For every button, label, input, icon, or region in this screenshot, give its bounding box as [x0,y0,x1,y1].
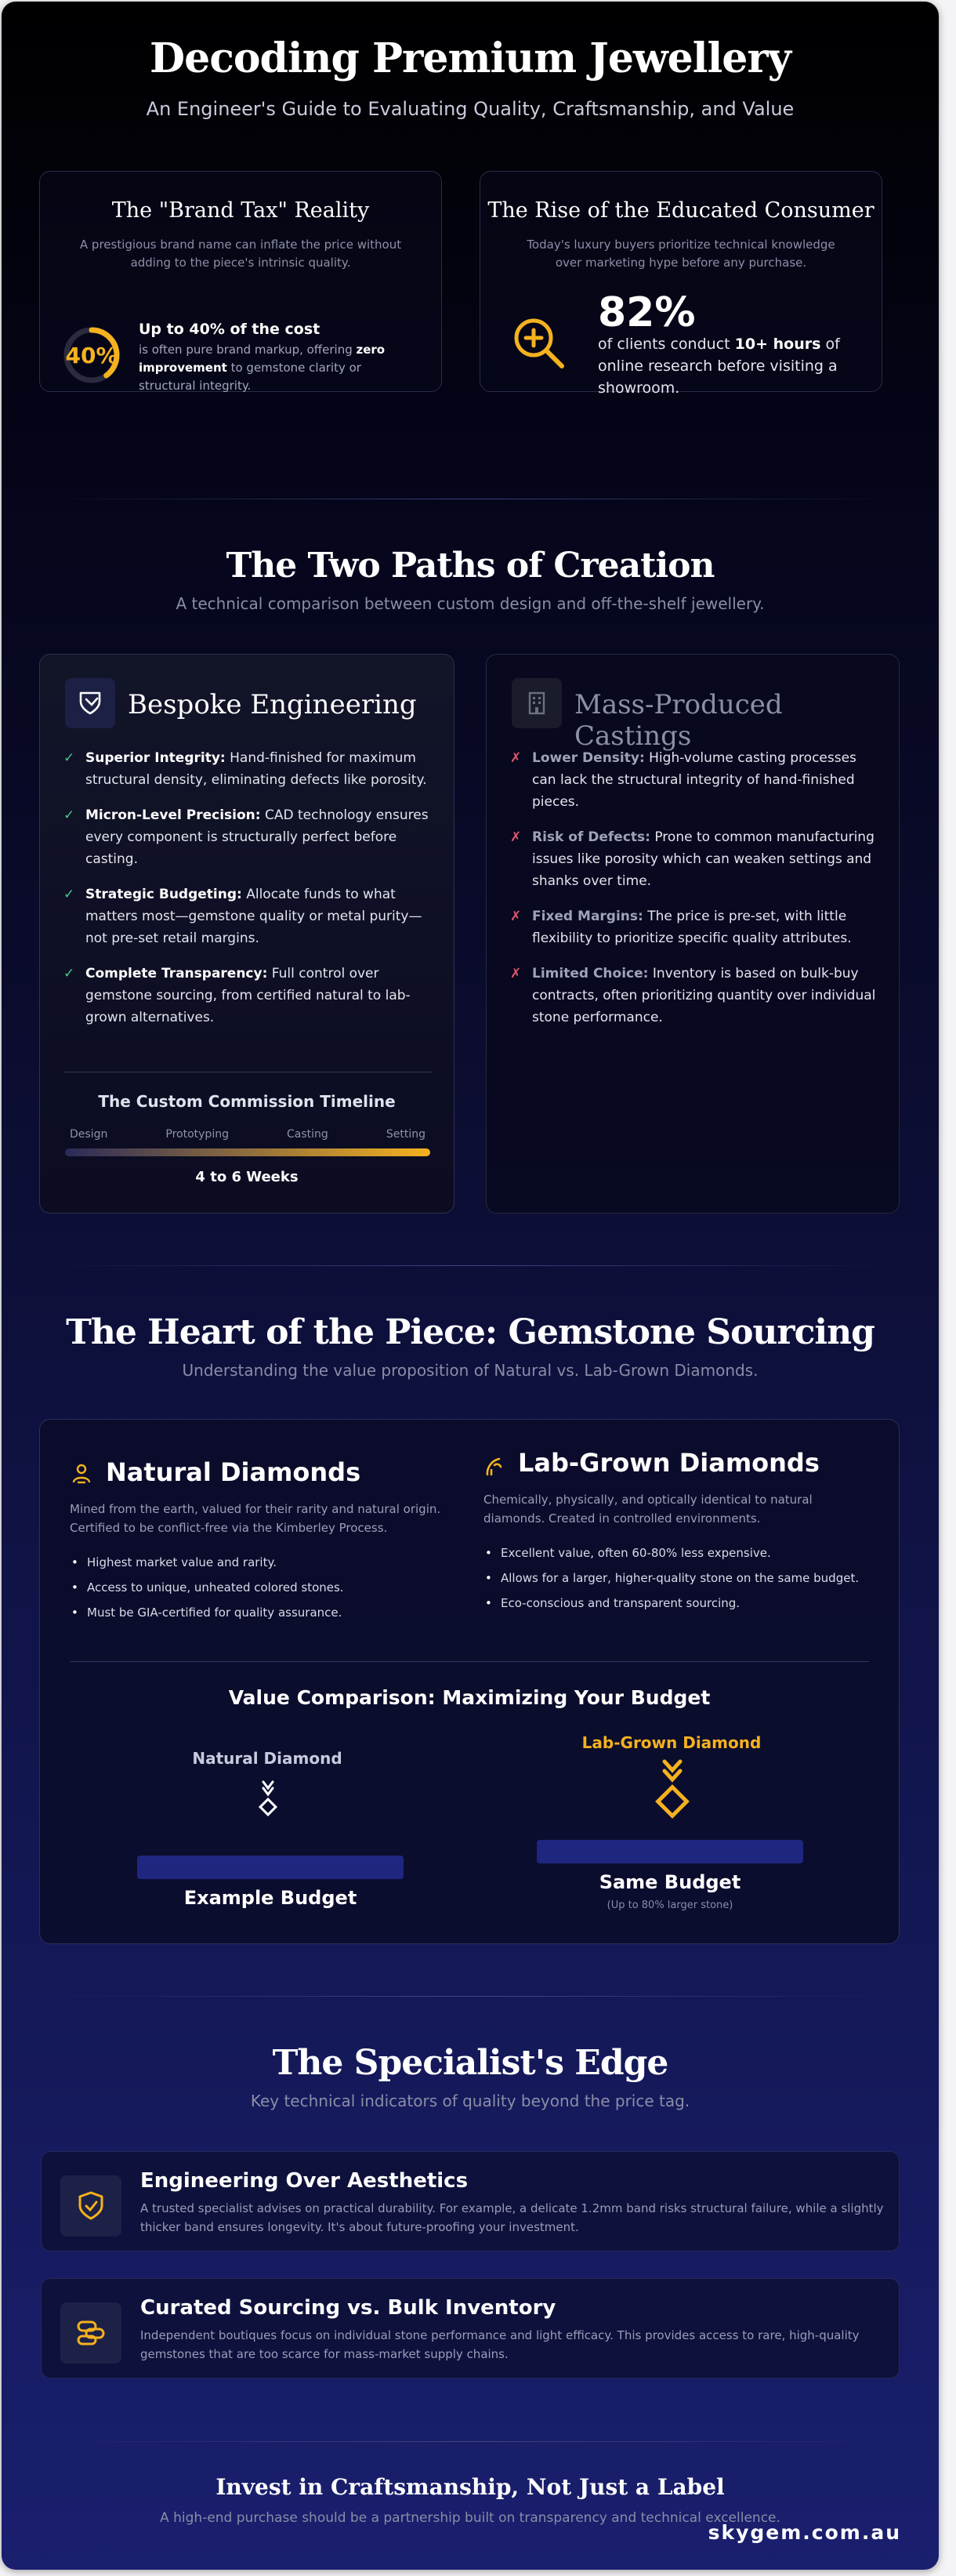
brand-tax-desc: A prestigious brand name can inflate the price without adding to the piece's intrinsic quality. [79,238,402,270]
cross-icon: ✗ [510,750,522,766]
gemstones-subtitle: Understanding the value proposition of Natural vs. Lab-Grown Diamonds. [182,1361,759,1380]
mass-list [510,747,878,1042]
educated-stat: 82% [598,289,696,336]
mass-produced-card [486,654,900,1214]
educated-body-bold: 10+ hours [734,336,821,353]
timeline-step: Prototyping [165,1128,229,1141]
natural-budget-bar [137,1856,404,1879]
lab-list [483,1544,875,1619]
magnifier-plus-icon [509,313,571,376]
bespoke-card [39,654,454,1214]
brand-tax-body-text-1: is often pure brand markup, offering [139,343,357,357]
natural-compare-label: Natural Diamond [192,1749,342,1768]
item-label: Superior Integrity: [85,750,226,766]
specialist-title: The Specialist's Edge [272,2043,668,2083]
timeline-step: Design [70,1128,108,1141]
lab-desc: Chemically, physically, and optically identical to natural diamonds. Created in controlled environments. [483,1493,813,1526]
check-icon: ✓ [63,807,75,823]
timeline-steps [70,1128,425,1141]
footer-title: Invest in Craftsmanship, Not Just a Label [215,2474,725,2500]
paths-title: The Two Paths of Creation [226,546,715,586]
item-text: Hand-finished for maximum structural density, eliminating defects like porosity. [85,750,427,788]
list-item: • Allows for a larger, higher-quality stone on the same budget. [483,1569,875,1587]
list-item: • Highest market value and rarity. [70,1553,454,1572]
item-label: Micron-Level Precision: [85,807,261,823]
list-item: • Eco-conscious and transparent sourcing. [483,1594,875,1613]
lab-budget-bar [537,1840,803,1863]
specialist-item-desc: Independent boutiques focus on individual stone performance and light efficacy. This provides access to rare, high-quality gemstones that are too scarce for mass-market supply chains. [140,2328,860,2361]
mining-icon [70,1462,93,1486]
specialist-item-sourcing [41,2278,900,2378]
natural-title: Natural Diamonds [106,1457,361,1487]
shield-gem-icon [65,678,115,728]
list-item [510,826,878,892]
comparison-divider [70,1661,869,1662]
list-item [63,963,432,1029]
divider [41,2441,900,2442]
timeline-bar [65,1148,430,1156]
list-item [63,804,432,870]
item-label: Complete Transparency: [85,966,268,981]
small-diamond-icon [255,1780,281,1824]
list-item [510,747,878,813]
page-title: Decoding Premium Jewellery [150,34,791,82]
list-item [63,883,432,949]
brand-tax-body-text-2: to gemstone clarity or structural integrity. [139,361,361,393]
brand-tax-body-bold: zero improvement [139,343,386,375]
specialist-item-title: Curated Sourcing vs. Bulk Inventory [140,2296,556,2320]
building-icon [512,678,562,728]
gemstones-card [39,1419,900,1944]
item-label: Lower Density: [532,750,645,766]
list-item: • Access to unique, unheated colored stones. [70,1578,454,1597]
page-subtitle: An Engineer's Guide to Evaluating Quality, Craftsmanship, and Value [146,98,795,120]
specialist-item-engineering [41,2151,900,2251]
bespoke-title: Bespoke Engineering [128,689,417,720]
specialist-subtitle: Key technical indicators of quality beyond the price tag. [250,2092,690,2110]
check-icon: ✓ [63,750,75,766]
lab-compare-caption: Same Budget [599,1871,741,1893]
check-icon: ✓ [63,966,75,981]
natural-desc: Mined from the earth, valued for their rarity and natural origin. Certified to be conflict-free via the Kimberley Process. [70,1502,441,1535]
item-text: Prone to common manufacturing issues like porosity which can weaken settings and shanks over time. [532,829,875,889]
flask-icon [483,1454,505,1478]
footer-brand[interactable]: skygem.com.au [708,2521,901,2544]
cross-icon: ✗ [510,829,522,845]
divider [41,1265,900,1266]
markup-ring-chart [62,325,121,385]
item-text: CAD technology ensures every component is structurally perfect before casting. [85,807,429,867]
item-text: High-volume casting processes can lack the structural integrity of hand-finished pieces. [532,750,856,810]
bespoke-list [63,747,432,1042]
check-icon: ✓ [63,887,75,902]
lab-title: Lab-Grown Diamonds [518,1448,820,1478]
brand-tax-body [139,341,413,395]
educated-body-text-2: of online research before visiting a showroom. [598,336,840,397]
item-text: Allocate funds to what matters most—gemstone quality or metal purity—not pre-set retail margins. [85,887,422,946]
educated-body-text-1: of clients conduct [598,336,735,353]
list-item: • Must be GIA-certified for quality assurance. [70,1603,454,1622]
natural-compare-caption: Example Budget [183,1887,357,1909]
footer-subtitle: A high-end purchase should be a partnership built on transparency and technical excellence. [160,2510,780,2526]
item-text: The price is pre-set, with little flexibility to prioritize specific quality attributes. [532,909,852,946]
brand-tax-title: The "Brand Tax" Reality [111,198,370,223]
educated-body [598,333,856,399]
brand-tax-headline: Up to 40% of the cost [139,321,320,338]
educated-consumer-card [480,171,882,397]
cross-icon: ✗ [510,909,522,924]
markup-ring-value: 40% [65,343,118,368]
educated-desc: Today's luxury buyers prioritize technical knowledge over marketing hype before any purchase. [527,238,835,270]
timeline-title: The Custom Commission Timeline [98,1092,396,1111]
large-diamond-icon [650,1758,695,1834]
list-item [510,905,878,949]
item-text: Full control over gemstone sourcing, from certified natural to lab-grown alternatives. [85,966,411,1025]
divider [41,1996,900,1997]
link-chain-icon [60,2302,121,2364]
comparison-title: Value Comparison: Maximizing Your Budget [228,1686,711,1709]
item-text: Inventory is based on bulk-buy contracts, often prioritizing quantity over individual stone performance. [532,966,876,1025]
item-label: Strategic Budgeting: [85,887,242,902]
natural-list [70,1553,454,1628]
specialist-item-desc: A trusted specialist advises on practical durability. For example, a delicate 1.2mm band risks structural failure, while a slightly thicker band ensures longevity. It's about future-proofing your investment. [140,2201,884,2234]
list-item [510,963,878,1029]
item-label: Limited Choice: [532,966,649,981]
lab-compare-label: Lab-Grown Diamond [581,1733,762,1752]
mass-title: Mass-Produced Castings [574,689,783,752]
list-item: • Excellent value, often 60-80% less expensive. [483,1544,875,1562]
timeline-step: Casting [287,1128,328,1141]
infographic-page [2,2,939,2570]
educated-title: The Rise of the Educated Consumer [487,198,875,223]
cross-icon: ✗ [510,966,522,981]
list-item [63,747,432,791]
item-label: Fixed Margins: [532,909,643,924]
gemstones-title: The Heart of the Piece: Gemstone Sourcing [66,1312,875,1352]
timeline-duration: 4 to 6 Weeks [195,1169,299,1185]
brand-tax-card [39,171,442,392]
item-label: Risk of Defects: [532,829,650,845]
lab-compare-note: (Up to 80% larger stone) [607,1899,733,1911]
shield-check-icon [60,2175,121,2237]
paths-subtitle: A technical comparison between custom design and off-the-shelf jewellery. [176,594,765,613]
specialist-item-title: Engineering Over Aesthetics [140,2169,469,2193]
timeline-step: Setting [386,1128,425,1141]
